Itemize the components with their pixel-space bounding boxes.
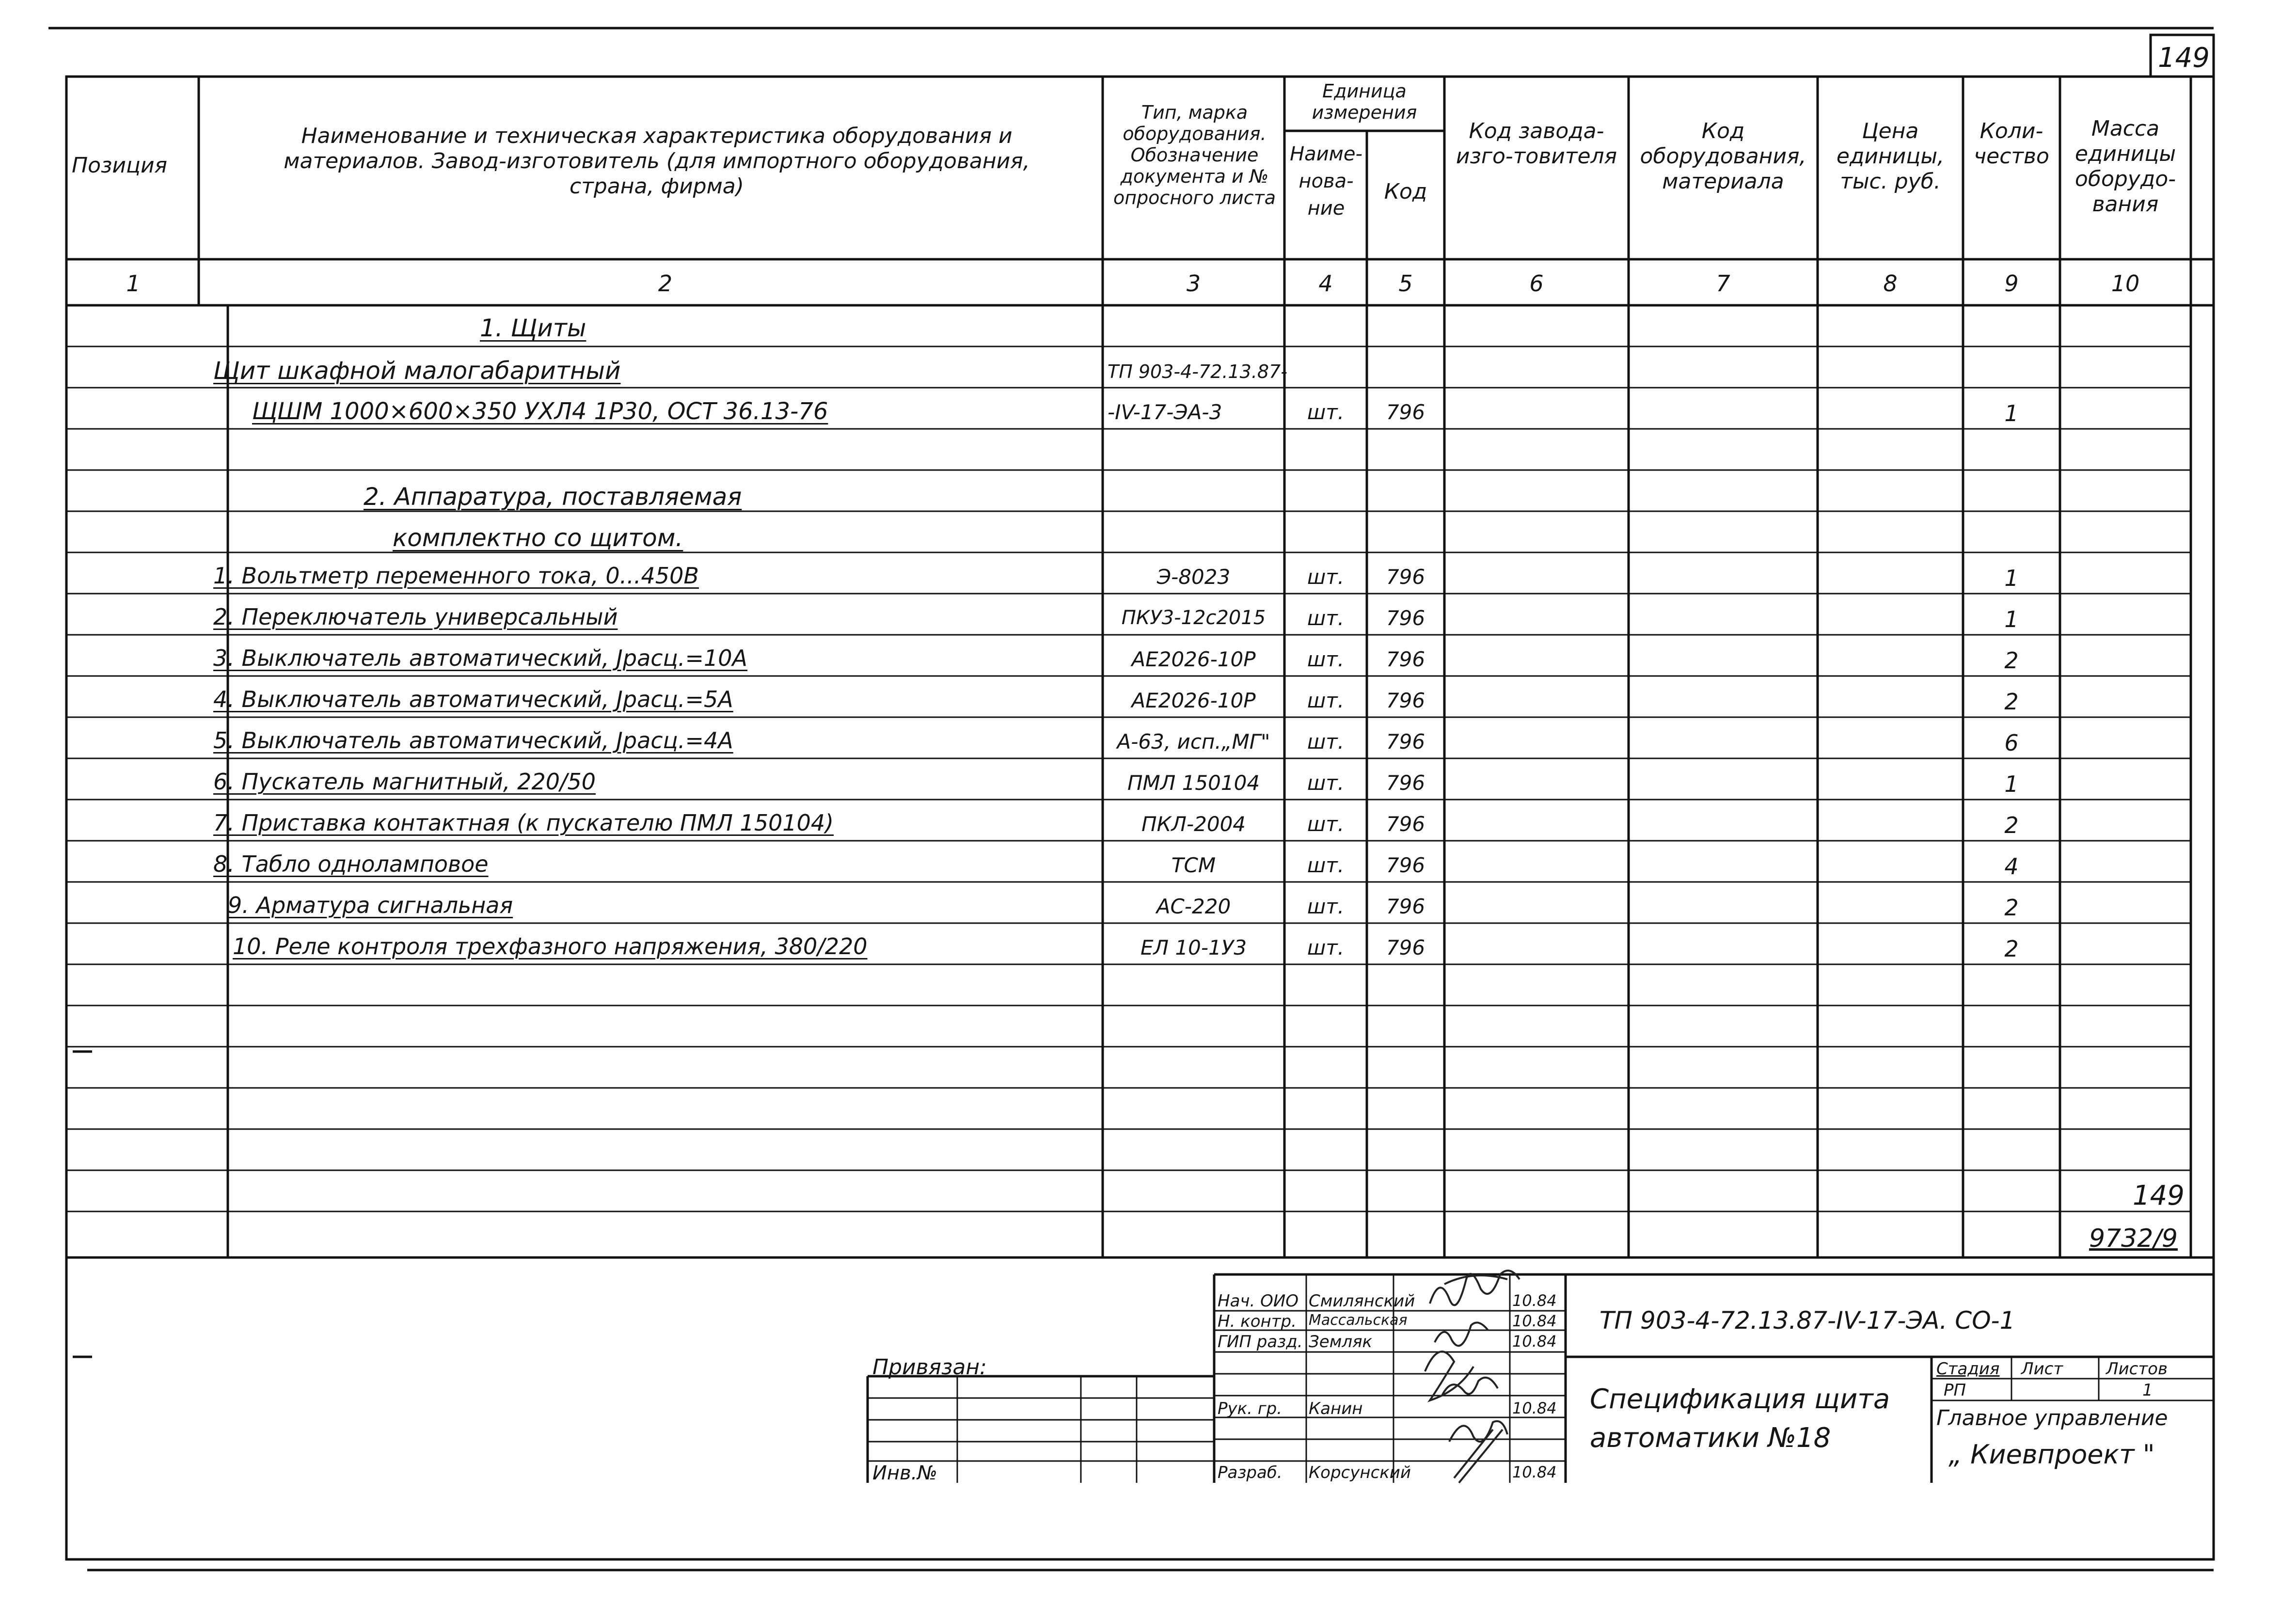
doc-mark: 9732/9 — [2089, 1224, 2178, 1253]
header-plant-code: Код завода-изго-товителя — [1456, 119, 1617, 169]
item-8-unit: шт. — [1307, 853, 1345, 877]
sheets-label: Листов — [2106, 1359, 2168, 1379]
item-2-qty: 1 — [2004, 606, 2019, 632]
column-number-8: 8 — [1883, 270, 1898, 297]
header-position: Позиция — [72, 153, 168, 178]
staff-name-3: Земляк — [1309, 1332, 1373, 1352]
doc-title-line2: автоматики №18 — [1590, 1422, 1831, 1454]
signatures — [1425, 1271, 1520, 1483]
item-4-unit: шт. — [1307, 689, 1345, 712]
staff-role-4: Рук. гр. — [1218, 1399, 1283, 1418]
item-3-code: 796 — [1386, 647, 1425, 671]
section-title-apparatus: 2. Аппаратура, поставляемая — [364, 483, 742, 511]
item-8-code: 796 — [1386, 853, 1425, 877]
header-price: Цена единицы, тыс. руб. — [1836, 119, 1945, 194]
item-3-qty: 2 — [2004, 647, 2019, 674]
column-number-6: 6 — [1529, 270, 1544, 297]
staff-name-2: Массальская — [1309, 1312, 1408, 1329]
staff-role-2: Н. контр. — [1218, 1312, 1297, 1331]
staff-date-2: 10.84 — [1512, 1312, 1557, 1330]
doc-title-line1: Спецификация щита — [1590, 1383, 1890, 1415]
item-5-name: 5. Выключатель автоматический, Jрасц.=4А — [213, 727, 733, 754]
item-9-type: АС-220 — [1156, 895, 1231, 918]
item-2-type: ПКУ3-12с2015 — [1121, 607, 1266, 629]
item-9-name: 9. Арматура сигнальная — [228, 892, 513, 918]
item-6-unit: шт. — [1307, 771, 1345, 795]
item-8-type: ТСМ — [1171, 853, 1216, 877]
row-2-name: ЩШМ 1000×600×350 УХЛ4 1Р30, ОСТ 36.13-76 — [252, 398, 828, 425]
section-title-apparatus-2: комплектно со щитом. — [393, 524, 683, 552]
item-10-code: 796 — [1386, 936, 1425, 959]
item-7-qty: 2 — [2004, 812, 2019, 838]
org-line1: Главное управление — [1936, 1406, 2168, 1430]
row-2-code: 796 — [1386, 400, 1425, 424]
item-6-type: ПМЛ 150104 — [1127, 771, 1260, 795]
header-mass: Масса единицы оборудо-вания — [2074, 116, 2176, 217]
header-name: Наименование и техническая характеристика оборудования и материалов. Завод-изготовитель (для импортного оборудования, страна, фирма) — [284, 124, 1030, 199]
item-3-type: АЕ2026-10Р — [1131, 647, 1256, 671]
item-1-qty: 1 — [2004, 565, 2019, 591]
item-5-code: 796 — [1386, 730, 1425, 754]
item-5-qty: 6 — [2004, 730, 2019, 756]
staff-name-4: Канин — [1309, 1399, 1363, 1418]
sheets-value: 1 — [2142, 1381, 2153, 1400]
sheet-label: Лист — [2021, 1359, 2063, 1379]
item-4-type: АЕ2026-10Р — [1131, 689, 1256, 712]
item-6-name: 6. Пускатель магнитный, 220/50 — [213, 769, 596, 795]
row-1-name: Щит шкафной малогабаритный — [213, 357, 621, 385]
item-5-unit: шт. — [1307, 730, 1345, 754]
row-1-type: ТП 903-4-72.13.87- — [1108, 361, 1287, 382]
stage-value: РП — [1944, 1381, 1966, 1400]
item-10-name: 10. Реле контроля трехфазного напряжения, 380/220 — [233, 933, 868, 959]
item-3-unit: шт. — [1307, 647, 1345, 671]
item-6-qty: 1 — [2004, 771, 2019, 797]
item-2-unit: шт. — [1307, 606, 1345, 630]
staff-role-5: Разраб. — [1218, 1463, 1283, 1482]
staff-name-5: Корсунский — [1309, 1463, 1411, 1482]
staff-role-1: Нач. ОИО — [1218, 1291, 1299, 1311]
sheet-number: 149 — [2158, 42, 2210, 74]
staff-name-1: Смилянский — [1309, 1291, 1415, 1311]
staff-date-3: 10.84 — [1512, 1332, 1557, 1351]
column-number-3: 3 — [1186, 270, 1201, 297]
item-7-unit: шт. — [1307, 812, 1345, 836]
item-1-name: 1. Вольтметр переменного тока, 0...450В — [213, 563, 699, 589]
staff-date-4: 10.84 — [1512, 1399, 1557, 1417]
column-number-10: 10 — [2111, 270, 2140, 297]
item-7-type: ПКЛ-2004 — [1141, 812, 1246, 836]
stage-label: Стадия — [1936, 1359, 2000, 1379]
header-qty: Коли-чество — [1974, 119, 2049, 169]
item-2-code: 796 — [1386, 606, 1425, 630]
item-7-code: 796 — [1386, 812, 1425, 836]
header-type: Тип, марка оборудования. Обозначение документа и № опросного листа — [1113, 102, 1276, 208]
header-unit: Единица измерения — [1312, 80, 1417, 123]
bound-label: Привязан: — [872, 1355, 987, 1380]
item-1-code: 796 — [1386, 565, 1425, 589]
item-5-type: А-63, исп.„МГ" — [1117, 730, 1270, 754]
row-2-type: -IV-17-ЭА-3 — [1108, 400, 1222, 424]
staff-role-3: ГИП разд. — [1218, 1332, 1303, 1352]
item-8-name: 8. Табло одноламповое — [213, 851, 489, 877]
column-number-4: 4 — [1318, 270, 1333, 297]
column-number-1: 1 — [126, 270, 141, 297]
item-4-code: 796 — [1386, 689, 1425, 712]
item-2-name: 2. Переключатель универсальный — [213, 604, 618, 630]
item-7-name: 7. Приставка контактная (к пускателю ПМЛ 150104) — [213, 810, 834, 836]
item-4-qty: 2 — [2004, 689, 2019, 715]
column-number-7: 7 — [1716, 270, 1730, 297]
item-4-name: 4. Выключатель автоматический, Jрасц.=5А — [213, 686, 733, 712]
column-number-9: 9 — [2004, 270, 2019, 297]
header-unit-code: Код — [1384, 179, 1427, 204]
item-9-qty: 2 — [2004, 895, 2019, 921]
staff-date-5: 10.84 — [1512, 1463, 1557, 1481]
org-line2: „ Киевпроект " — [1948, 1439, 2155, 1470]
header-equip-code: Код оборудования, материала — [1640, 119, 1806, 194]
inv-label: Инв.№ — [872, 1462, 937, 1484]
item-10-type: ЕЛ 10-1У3 — [1140, 936, 1247, 959]
item-9-unit: шт. — [1307, 895, 1345, 918]
row-2-unit: шт. — [1307, 400, 1345, 424]
item-6-code: 796 — [1386, 771, 1425, 795]
column-number-2: 2 — [658, 270, 673, 297]
item-9-code: 796 — [1386, 895, 1425, 918]
item-10-qty: 2 — [2004, 936, 2019, 962]
header-unit-name: Наиме-нова-ние — [1290, 143, 1362, 220]
column-number-5: 5 — [1398, 270, 1413, 297]
item-10-unit: шт. — [1307, 936, 1345, 959]
designation: ТП 903-4-72.13.87-IV-17-ЭА. СО-1 — [1599, 1306, 2015, 1335]
section-title-shields: 1. Щиты — [480, 314, 586, 342]
item-1-type: Э-8023 — [1156, 565, 1231, 589]
item-1-unit: шт. — [1307, 565, 1345, 589]
row-2-qty: 1 — [2004, 400, 2019, 426]
item-3-name: 3. Выключатель автоматический, Jрасц.=10А — [213, 645, 748, 671]
page-mark: 149 — [2133, 1180, 2185, 1211]
item-8-qty: 4 — [2004, 853, 2019, 880]
staff-date-1: 10.84 — [1512, 1291, 1557, 1310]
